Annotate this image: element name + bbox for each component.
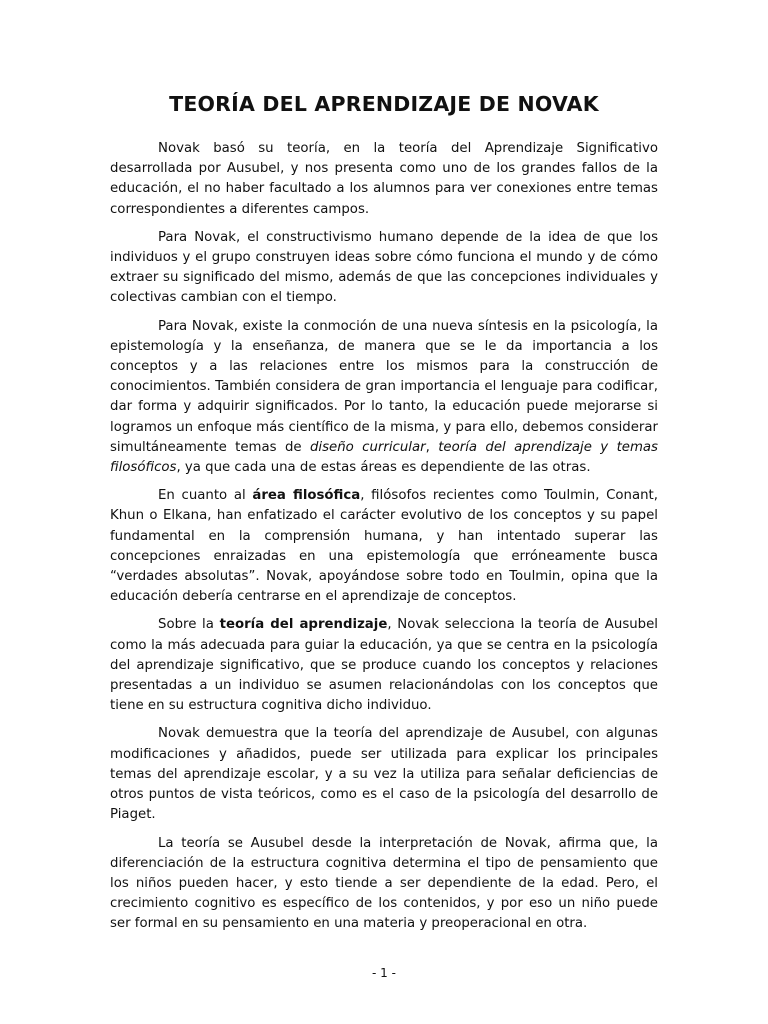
paragraph-5-text-1: Sobre la <box>158 617 220 633</box>
paragraph-5 <box>110 615 658 716</box>
paragraph-1: Novak basó su teoría, en la teoría del Aprendizaje Significativo desarrollada por Ausubel, y nos presenta como uno de los grandes fallos de la educación, el no haber facultado a los alumnos para ver conexiones entre temas correspondientes a diferentes campos. <box>110 141 658 217</box>
paragraph-7: La teoría se Ausubel desde la interpretación de Novak, afirma que, la diferenciación de la estructura cognitiva determina el tipo de pensamiento que los niños pueden hacer, y esto tiende a ser dependiente de la edad. Pero, el crecimiento cognitivo es específico de los contenidos, y por eso un niño puede ser formal en su pensamiento en una materia y preoperacional en otra. <box>110 835 658 932</box>
paragraph-6: Novak demuestra que la teoría del aprendizaje de Ausubel, con algunas modificaciones y añadidos, puede ser utilizada para explicar los principales temas del aprendizaje escolar, y a su vez la utiliza para señalar deficiencias de otros puntos de vista teóricos, como es el caso de la psicología del desarrollo de Piaget. <box>110 726 658 823</box>
paragraph-2: Para Novak, el constructivismo humano depende de la idea de que los individuos y el grupo construyen ideas sobre cómo funciona el mundo y de cómo extraer su significado del mismo, además de que las concepciones individuales y colectivas cambian con el tiempo. <box>110 229 658 306</box>
document-body <box>110 139 658 943</box>
paragraph-5-text-2: , Novak selecciona la teoría de Ausubel como la más adecuada para guiar la educación, ya que se centra en la psicología del aprendizaje significativo, que se produce cuando los conceptos y relaciones presentadas a un individuo se asumen relacionándolas con los conceptos que tiene en su estructura cognitiva dicho individuo. <box>110 617 658 714</box>
document-title: TEORÍA DEL APRENDIZAJE DE NOVAK <box>169 92 599 116</box>
paragraph-4-text-2: , filósofos recientes como Toulmin, Conant, Khun o Elkana, han enfatizado el carácter evolutivo de los conceptos y su papel fundamental en la comprensión humana, y han intentado superar las concepciones enraizadas en una epistemología que erróneamente busca “verdades absolutas”. Novak, apoyándose sobre todo en Toulmin, opina que la educación debería centrarse en el aprendizaje de conceptos. <box>110 488 659 605</box>
paragraph-3 <box>110 317 658 479</box>
paragraph-3-text-3: , ya que cada una de estas áreas es dependiente de las otras. <box>176 460 591 476</box>
page-number: - 1 - <box>372 966 396 980</box>
paragraph-4-bold-philosophical-area: área filosófica <box>252 488 361 504</box>
paragraph-3-italic-learning-theory: teoría del aprendizaje y temas filosóficos <box>110 439 658 476</box>
paragraph-4 <box>110 486 658 607</box>
paragraph-5-bold-learning-theory: teoría del aprendizaje <box>219 617 388 633</box>
paragraph-3-italic-curricular-design: diseño curricular <box>309 439 426 455</box>
paragraph-3-text-2: , <box>425 439 439 455</box>
paragraph-4-text-1: En cuanto al <box>158 488 253 504</box>
paragraph-3-text-1: Para Novak, existe la conmoción de una nueva síntesis en la psicología, la epistemología y la enseñanza, de manera que se le da importancia a los conceptos y a las relaciones entre los mismos para la construcción de conocimientos. También considera de gran importancia el lenguaje para codificar, dar forma y adquirir significados. Por lo tanto, la educación puede mejorarse si logramos un enfoque más científico de la misma, y para ello, debemos considerar simultáneamente temas de <box>110 318 658 455</box>
